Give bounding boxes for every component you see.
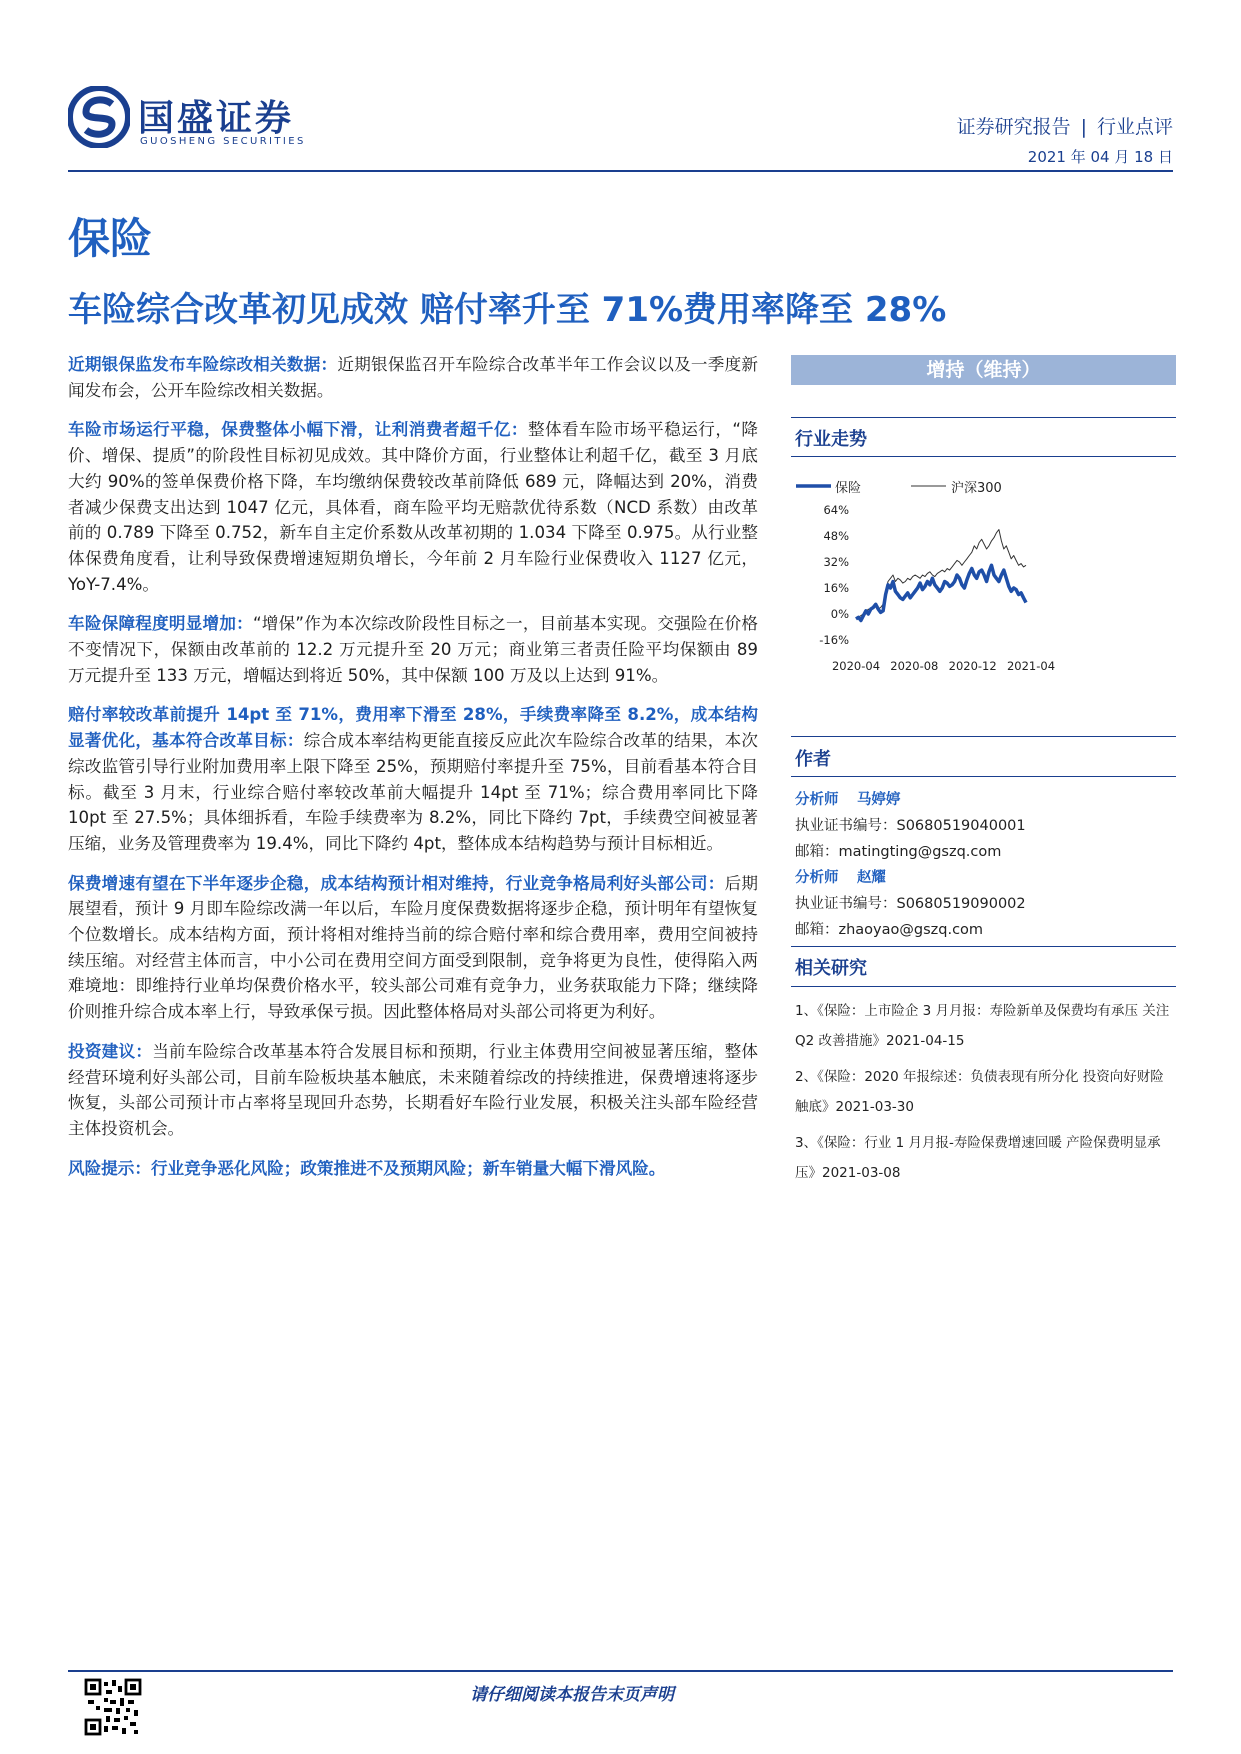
x-tick-label: 2020-12 (948, 659, 997, 673)
summary-paragraph (68, 417, 758, 597)
author-line (795, 788, 900, 809)
series-line-insurance (856, 565, 1026, 620)
email-label: 邮箱： (795, 844, 839, 860)
report-type (957, 112, 1173, 139)
email-label: 邮箱： (795, 922, 839, 938)
logo-text-en: GUOSHENG SECURITIES (140, 136, 306, 147)
paragraph-lead: 保费增速有望在下半年逐步企稳，成本结构预计相对维持，行业竞争格局利好头部公司： (68, 873, 725, 893)
paragraph-text: 近期银保监召开车险综合改革半年工作会议以及一季度新闻发布会，公开车险综改相关数据。 (68, 355, 759, 400)
summary-paragraph (68, 702, 758, 856)
footer-disclaimer: 请仔细阅读本报告末页声明 (470, 1685, 674, 1705)
header-divider (68, 170, 1173, 172)
cert-label: 执业证书编号： (795, 896, 897, 912)
qr-code-icon (84, 1678, 142, 1736)
cert-number: S0680519040001 (896, 818, 1026, 834)
summary-paragraph (68, 1039, 758, 1142)
summary-paragraph (68, 871, 758, 1025)
author-role: 分析师 (795, 870, 839, 886)
report-type-label: 证券研究报告 (956, 116, 1071, 138)
y-tick-label: 64% (823, 503, 849, 517)
x-tick-label: 2020-04 (831, 659, 881, 673)
summary-paragraph (68, 352, 758, 403)
y-tick-label: 0% (830, 607, 849, 621)
paragraph-text: 综合成本率结构更能直接反应此次车险综合改革的结果，本次综改监管引导行业附加费用率上限下降至 25%，预期赔付率提升至 75%，目前看基本符合目标。截至 3 月末，行业综合赔付率较改革前大幅提升 14pt 至 71%；综合费用率同比下降 10pt 至 27.5%；具体细拆看，车险手续费率为 8.2%，同比下降约 7pt，手续费空间被显著压缩，业务及管理费率为 19.4%，同比下降约 4pt，整体成本结构趋势与预计目标相近。 (68, 731, 759, 853)
paragraph-text: 整体看车险市场平稳运行，“降价、增保、提质”的阶段性目标初见成效。其中降价方面，行业整体让利超千亿，截至 3 月底大约 90%的签单保费价格下降，车均缴纳保费较改革前降低 689 元，降幅达到 20%，消费者减少保费支出达到 1047 亿元，具体看，商车险平均无赔款优待系数（NCD 系数）由改革前的 0.789 下降至 0.752，新车自主定价系数从改革初期的 1.034 下降至 0.975。从行业整体保费角度看，让利导致保费增速短期负增长，今年前 2 月车险行业保费收入 1127 亿元，YoY-7.4%。 (68, 420, 758, 594)
section-divider (791, 986, 1176, 987)
related-research-list (795, 996, 1175, 1194)
cert-label: 执业证书编号： (795, 818, 897, 834)
related-research-item[interactable]: 2、《保险：2020 年报综述：负债表现有所分化 投资向好财险触底》2021-03-30 (795, 1069, 1164, 1115)
author-name: 马婷婷 (856, 792, 901, 808)
author-email (795, 918, 983, 939)
x-tick-label: 2021-04 (1006, 659, 1056, 673)
cert-number: S0680519090002 (896, 896, 1026, 912)
author-name: 赵耀 (856, 870, 886, 886)
sector-title: 保险 (68, 214, 153, 263)
author-role: 分析师 (795, 792, 839, 808)
y-tick-label: 48% (823, 529, 849, 543)
paragraph-text: 当前车险综合改革基本符合发展目标和预期，行业主体费用空间被显著压缩，整体经营环境利好头部公司，目前车险板块基本触底，未来随着综改的持续推进，保费增速将逐步恢复，头部公司预计市占率将呈现回升态势，长期看好车险行业发展，积极关注头部车险经营主体投资机会。 (68, 1041, 759, 1138)
legend-label: 保险 (835, 481, 862, 496)
logo-text-cn: 国盛证券 (138, 97, 295, 139)
section-divider (791, 736, 1176, 737)
related-research-item[interactable]: 3、《保险：行业 1 月月报-寿险保费增速回暖 产险保费明显承压》2021-03-08 (795, 1135, 1161, 1181)
paragraph-lead: 近期银保监发布车险综改相关数据： (68, 355, 338, 374)
paragraph-lead: 赔付率较改革前提升 14pt 至 71%，费用率下滑至 28%，手续费率降至 8.2%，成本结构显著优化，基本符合改革目标： (68, 705, 758, 751)
y-tick-label: -16% (819, 633, 849, 647)
company-logo-icon (68, 86, 130, 148)
summary-column (68, 352, 758, 1195)
trend-section-title: 行业走势 (795, 429, 867, 450)
legend-label: 沪深300 (951, 481, 1002, 496)
industry-trend-chart (791, 480, 1176, 710)
report-title: 车险综合改革初见成效 赔付率升至 71%费用率降至 28% (68, 290, 947, 330)
paragraph-lead: 投资建议： (68, 1041, 153, 1061)
paragraph-text: 后期展望看，预计 9 月即车险综改满一年以后，车险月度保费数据将逐步企稳，预计明年有望恢复个位数增长。成本结构方面，预计将相对维持当前的综合赔付率和综合费用率，费用空间被持续压缩。对经营主体而言，中小公司在费用空间方面受到限制，竞争将更为良性，使得陷入两难境地：即维持行业单均保费价格水平，较头部公司难有竞争力，业务获取能力下降；继续降价则推升综合成本率上行，导致承保亏损。因此整体格局对头部公司将更为利好。 (68, 873, 759, 1022)
report-subtype-label: 行业点评 (1096, 116, 1173, 138)
footer-divider (68, 1670, 1173, 1672)
paragraph-lead: 车险保障程度明显增加： (68, 614, 253, 634)
x-tick-label: 2020-08 (890, 659, 939, 673)
section-divider (791, 417, 1176, 418)
rating-badge: 增持（维持） (791, 355, 1176, 385)
email-address[interactable]: zhaoyao@gszq.com (838, 922, 984, 938)
y-tick-label: 16% (823, 581, 849, 595)
author-email (795, 840, 1001, 861)
related-research-item[interactable]: 1、《保险：上市险企 3 月月报：寿险新单及保费均有承压 关注 Q2 改善措施》2021-04-15 (795, 1003, 1170, 1049)
summary-paragraph (68, 611, 758, 688)
author-cert (795, 892, 1026, 913)
author-line (795, 866, 886, 887)
risk-warning: 风险提示：行业竞争恶化风险；政策推进不及预期风险；新车销量大幅下滑风险。 (68, 1158, 666, 1178)
section-divider (791, 946, 1176, 947)
paragraph-lead: 车险市场运行平稳，保费整体小幅下滑，让利消费者超千亿： (68, 420, 528, 440)
related-section-title: 相关研究 (795, 958, 867, 979)
authors-section-title: 作者 (795, 749, 831, 770)
author-cert (795, 814, 1026, 835)
report-date: 2021 年 04 月 18 日 (1027, 148, 1173, 166)
section-divider (791, 776, 1176, 777)
y-tick-label: 32% (823, 555, 849, 569)
email-address[interactable]: matingting@gszq.com (838, 844, 1002, 860)
report-type-separator: | (1080, 116, 1087, 138)
paragraph-text: “增保”作为本次综改阶段性目标之一，目前基本实现。交强险在价格不变情况下，保额由改革前的 12.2 万元提升至 20 万元；商业第三者责任险平均保额由 89 万元提升至 133 万元，增幅达到将近 50%，其中保额 100 万及以上达到 91%。 (68, 614, 758, 685)
section-divider (791, 456, 1176, 457)
